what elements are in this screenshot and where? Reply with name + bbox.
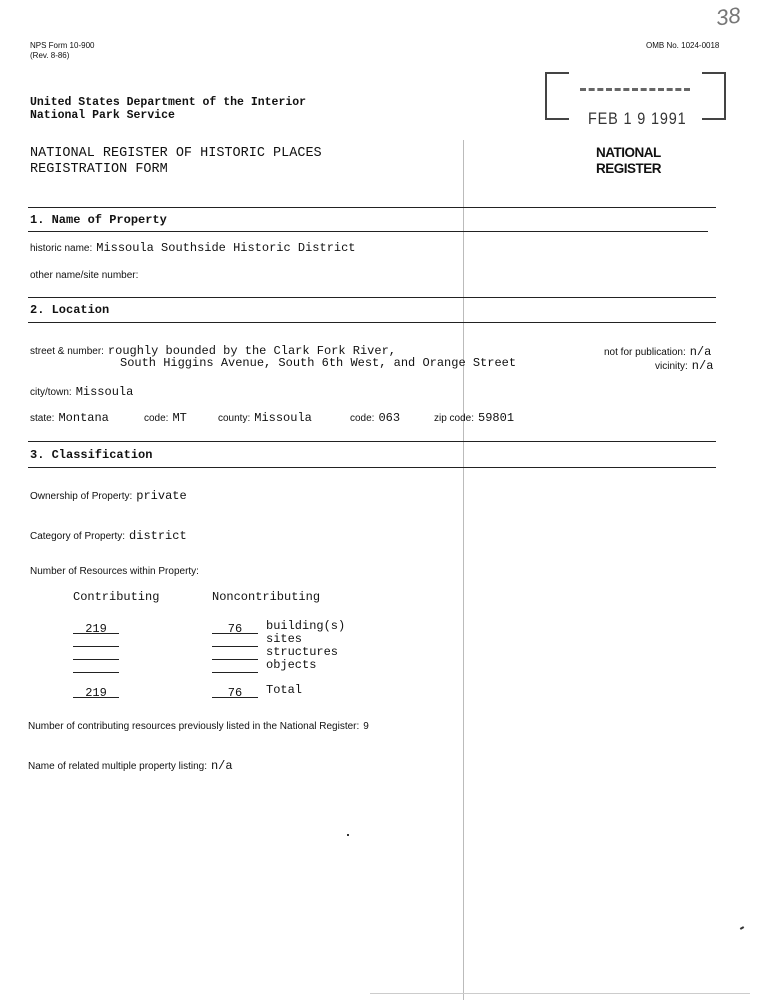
historic-name-value: Missoula Southside Historic District <box>96 241 356 255</box>
contributing-total: 219 <box>73 686 119 698</box>
vicinity-label: vicinity: <box>655 361 688 372</box>
stamp-top-marks <box>580 88 690 97</box>
related-listing-value: n/a <box>210 759 233 773</box>
resource-type-objects: objects <box>266 658 317 672</box>
related-listing-label: Name of related multiple property listing: <box>28 761 207 772</box>
omb-number: OMB No. 1024-0018 <box>646 41 720 50</box>
resource-type-structures: structures <box>266 645 339 659</box>
street-line-1: roughly bounded by the Clark Fork River, <box>107 344 396 358</box>
agency-line-1: United States Department of the Interior <box>30 96 307 109</box>
related-listing-row <box>28 756 233 774</box>
ownership-label: Ownership of Property: <box>30 491 133 502</box>
city-value: Missoula <box>75 385 134 399</box>
bottom-scan-edge <box>370 993 750 994</box>
stamp-bracket-right <box>702 72 726 120</box>
street-line-2: South Higgins Avenue, South 6th West, and Orange Street <box>120 356 517 370</box>
state-code-label: code: <box>144 413 169 424</box>
scan-speck <box>347 834 349 836</box>
resources-label: Number of Resources within Property: <box>30 566 199 577</box>
county-code-label: code: <box>350 413 375 424</box>
county-code-row <box>350 408 400 426</box>
section-3-heading: 3. Classification <box>30 448 153 462</box>
historic-name-label: historic name: <box>30 243 93 254</box>
previously-listed-label: Number of contributing resources previously listed in the National Register: <box>28 721 360 732</box>
vicinity-value: n/a <box>691 359 714 373</box>
city-label: city/town: <box>30 387 72 398</box>
category-label: Category of Property: <box>30 531 126 542</box>
not-for-publication-label: not for publication: <box>604 347 686 358</box>
resource-total-row <box>73 680 119 698</box>
contributing-buildings: 219 <box>73 622 119 634</box>
vicinity-row <box>655 356 713 374</box>
section-3-top-rule <box>28 441 716 442</box>
stamp-date: FEB 1 9 1991 <box>588 109 687 128</box>
form-revision: (Rev. 8-86) <box>30 51 70 60</box>
section-3-bottom-rule <box>28 467 716 468</box>
noncontributing-objects <box>212 661 258 673</box>
resource-row-objects <box>73 655 119 673</box>
category-row <box>30 526 187 544</box>
stamp-register: REGISTER <box>596 161 662 176</box>
zip-label: zip code: <box>434 413 475 424</box>
state-value: Montana <box>58 411 109 425</box>
county-label: county: <box>218 413 251 424</box>
contributing-objects <box>73 661 119 673</box>
section-2-bottom-rule <box>28 322 716 323</box>
handwritten-page-number: 38 <box>714 2 743 31</box>
state-code-row <box>144 408 187 426</box>
stamp-bracket-left <box>545 72 569 120</box>
resource-type-sites: sites <box>266 632 303 646</box>
section-1-top-rule <box>28 207 716 208</box>
form-number: NPS Form 10-900 <box>30 41 95 50</box>
resource-row-objects-non <box>212 655 316 673</box>
resource-type-buildings: building(s) <box>266 619 346 633</box>
scan-speck <box>740 926 744 930</box>
fold-line <box>463 140 464 1000</box>
stamp-national: NATIONAL <box>596 145 661 160</box>
zip-value: 59801 <box>478 411 515 425</box>
county-value: Missoula <box>254 411 312 425</box>
not-for-publication-value: n/a <box>689 345 712 359</box>
resource-total-row-non <box>212 680 302 698</box>
zip-row <box>434 408 514 426</box>
col-contributing-header: Contributing <box>73 590 160 604</box>
form-title-line-2: REGISTRATION FORM <box>30 162 168 177</box>
section-2-heading: 2. Location <box>30 303 110 317</box>
ownership-row <box>30 486 187 504</box>
previously-listed-value: 9 <box>363 721 369 732</box>
section-2-top-rule <box>28 297 716 298</box>
section-1-bottom-rule <box>28 231 708 232</box>
form-title-line-1: NATIONAL REGISTER OF HISTORIC PLACES <box>30 146 322 161</box>
street-label: street & number: <box>30 346 104 357</box>
resource-type-total: Total <box>266 683 303 697</box>
state-label: state: <box>30 413 55 424</box>
other-name-label: other name/site number: <box>30 270 139 281</box>
col-noncontributing-header: Noncontributing <box>212 590 321 604</box>
noncontributing-total: 76 <box>212 686 258 698</box>
county-code-value: 063 <box>378 411 401 425</box>
previously-listed-row <box>28 716 369 734</box>
noncontributing-buildings: 76 <box>212 622 258 634</box>
ownership-value: private <box>136 489 187 503</box>
category-value: district <box>129 529 187 543</box>
state-row <box>30 408 109 426</box>
other-name-row <box>30 265 138 283</box>
state-code-value: MT <box>172 411 187 425</box>
section-1-heading: 1. Name of Property <box>30 213 167 227</box>
city-row <box>30 382 133 400</box>
historic-name-row <box>30 238 356 256</box>
agency-line-2: National Park Service <box>30 109 175 122</box>
county-row <box>218 408 312 426</box>
